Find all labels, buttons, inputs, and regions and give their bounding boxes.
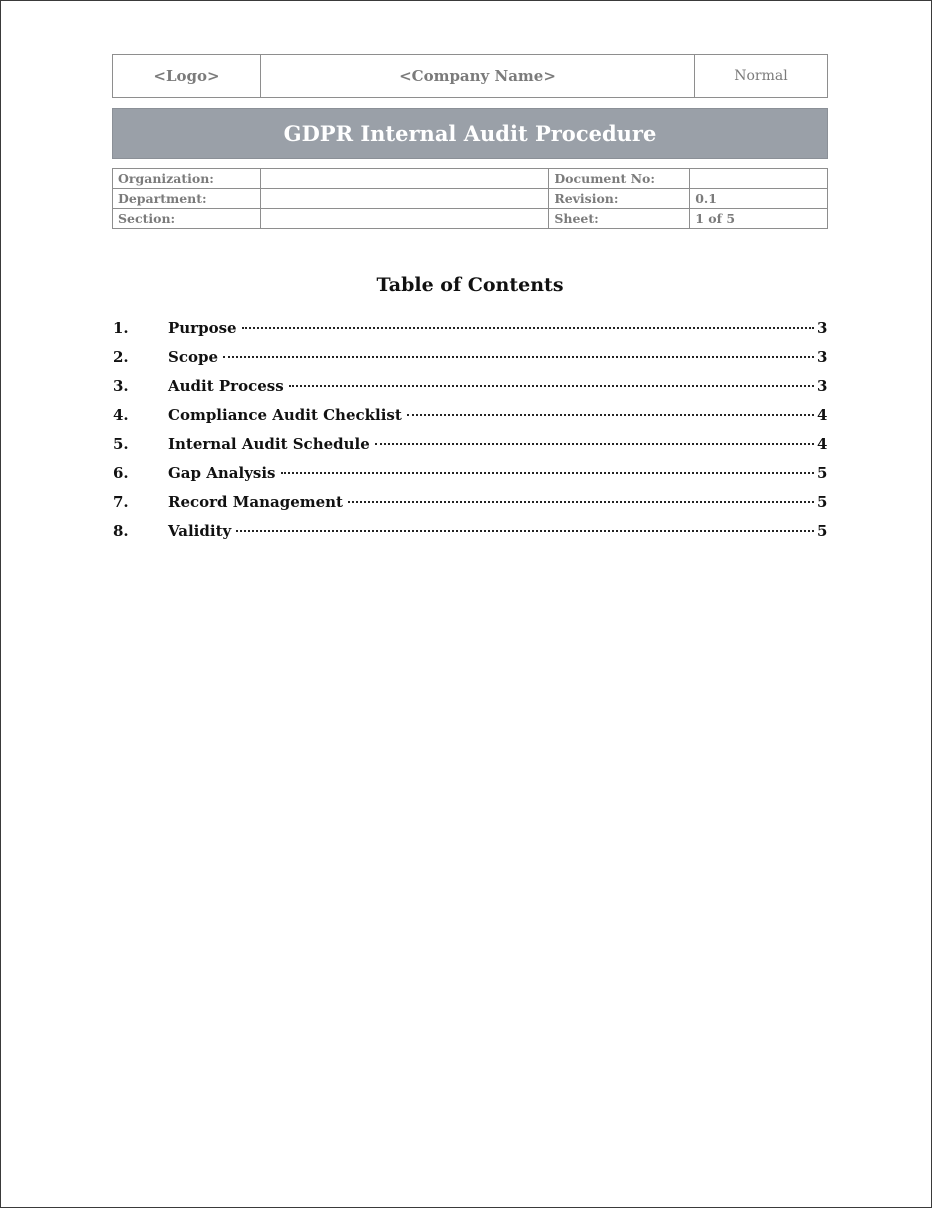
toc-leader-dots [236,530,814,532]
company-name: <Company Name> [261,55,695,97]
sheet-value: 1 of 5 [690,209,828,229]
revision-value: 0.1 [690,189,828,209]
toc-entry-page: 4 [817,406,828,424]
document-info-table [112,168,828,229]
organization-value [260,169,548,189]
toc-entry-number: 4. [113,406,129,424]
toc-entry-page: 3 [817,377,828,395]
toc-entry-page: 3 [817,348,828,366]
sheet-label: Sheet: [549,209,690,229]
document-no-value [690,169,828,189]
toc-entry-page: 5 [817,493,828,511]
toc-entry-page: 5 [817,522,828,540]
toc-entry-number: 3. [113,377,129,395]
section-label: Section: [113,209,261,229]
toc-entry-title[interactable]: Audit Process [168,377,284,395]
toc-leader-dots [407,414,814,416]
toc-entry[interactable] [113,522,827,551]
toc-entry-title[interactable]: Compliance Audit Checklist [168,406,402,424]
toc-entry-number: 5. [113,435,129,453]
toc-leader-dots [223,356,814,358]
toc-entry-number: 2. [113,348,129,366]
toc-entry-page: 5 [817,464,828,482]
toc-entry[interactable] [113,435,827,464]
toc-leader-dots [289,385,814,387]
toc-leader-dots [375,443,814,445]
toc-entry[interactable] [113,377,827,406]
status-label: Normal [734,68,788,84]
toc-entry[interactable] [113,464,827,493]
toc-entry-number: 6. [113,464,129,482]
toc-entry-number: 1. [113,319,129,337]
department-value [260,189,548,209]
toc-leader-dots [348,501,814,503]
toc-entry[interactable] [113,406,827,435]
toc-entry-title[interactable]: Record Management [168,493,343,511]
document-header [112,54,828,98]
document-title: GDPR Internal Audit Procedure [112,108,828,159]
info-row [113,169,828,189]
document-no-label: Document No: [549,169,690,189]
toc-leader-dots [281,472,814,474]
logo-placeholder: <Logo> [113,55,261,97]
toc-entry-title[interactable]: Internal Audit Schedule [168,435,370,453]
table-of-contents [113,319,827,551]
toc-entry-title[interactable]: Validity [168,522,232,540]
toc-entry-page: 4 [817,435,828,453]
section-value [260,209,548,229]
toc-entry-number: 7. [113,493,129,511]
department-label: Department: [113,189,261,209]
info-row [113,209,828,229]
toc-entry[interactable] [113,493,827,522]
toc-entry-title[interactable]: Purpose [168,319,237,337]
toc-entry-page: 3 [817,319,828,337]
organization-label: Organization: [113,169,261,189]
toc-heading: Table of Contents [376,274,564,296]
info-row [113,189,828,209]
toc-entry[interactable] [113,348,827,377]
toc-entry[interactable] [113,319,827,348]
toc-entry-number: 8. [113,522,129,540]
revision-label: Revision: [549,189,690,209]
toc-leader-dots [242,327,814,329]
toc-entry-title[interactable]: Gap Analysis [168,464,276,482]
toc-entry-title[interactable]: Scope [168,348,219,366]
